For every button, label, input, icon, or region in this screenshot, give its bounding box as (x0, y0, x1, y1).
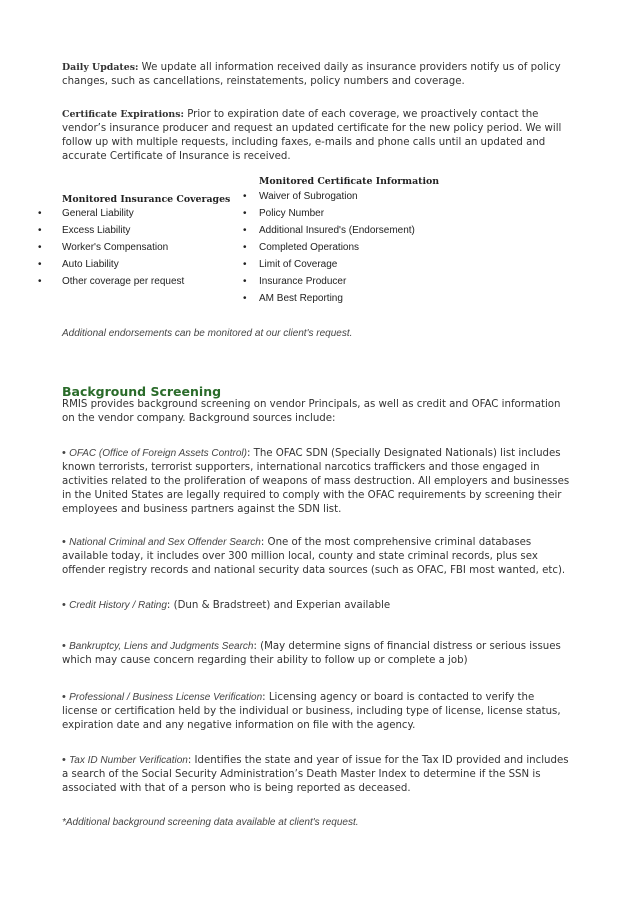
daily-updates-paragraph (62, 61, 572, 89)
list-item: • Insurance Producer (243, 276, 347, 287)
cert-info-list (243, 191, 509, 310)
cert-info-title: Monitored Certificate Information (259, 176, 440, 187)
background-item-license: • Professional / Business License Verification: Licensing agency or board is contacted to verify the license or certification held by the individual or business, including type of license, license status, expiration date and any negative information on file with the agency. (62, 691, 561, 731)
background-item-bankruptcy: • Bankruptcy, Liens and Judgments Search: (May determine signs of financial distress or serious issues which may cause concern regarding their ability to follow up or complete a job) (62, 640, 561, 666)
list-item: • Auto Liability (38, 259, 119, 270)
background-item-criminal: • National Criminal and Sex Offender Search: One of the most comprehensive criminal databases available today, it includes over 300 million local, county and state criminal records, plus sex offender registry records and national security data sources (such as OFAC, FBI most wanted, etc). (62, 536, 566, 576)
daily-updates-text: We update all information received daily as insurance providers notify us of policy changes, such as cancellations, reinstatements, policy numbers and coverage. (62, 62, 561, 87)
list-item: • Excess Liability (38, 225, 131, 236)
background-footnote: *Additional background screening data available at client's request. (62, 817, 359, 828)
list-item: • Waiver of Subrogation (243, 191, 358, 202)
background-item-credit: • Credit History / Rating: (Dun & Bradstreet) and Experian available (62, 599, 391, 611)
certificate-expirations-text: Prior to expiration date of each coverage, we proactively contact the vendor’s insurance producer and request an updated certificate for the new policy period. We will follow up with multiple requests, including faxes, e-mails and phone calls until an updated and accurate Certificate of Insurance is received. (62, 109, 562, 162)
list-item: • Other coverage per request (38, 276, 185, 287)
list-item: • Limit of Coverage (243, 259, 338, 270)
list-item: • AM Best Reporting (243, 293, 343, 304)
list-item: • Completed Operations (243, 242, 360, 253)
list-item: • General Liability (38, 208, 134, 219)
list-item: • Policy Number (243, 208, 325, 219)
background-screening-heading: Background Screening (62, 384, 222, 399)
certificate-expirations-label: Certificate Expirations: (62, 109, 184, 120)
list-item: • Worker's Compensation (38, 242, 169, 253)
daily-updates-label: Daily Updates: (62, 62, 139, 73)
endorsements-note: Additional endorsements can be monitored at our client's request. (62, 328, 353, 339)
background-item-ofac: • OFAC (Office of Foreign Assets Control): The OFAC SDN (Specially Designated Nationals) list includes known terrorists, terrorist supporters, international narcotics traffickers and those engaged in activities related to the proliferation of weapons of mass destruction. All employers and businesses in the United States are legally required to comply with the OFAC requirements by screening their employees and business partners against the SDN list. (62, 447, 570, 515)
list-item: • Additional Insured's (Endorsement) (243, 225, 415, 236)
coverages-title: Monitored Insurance Coverages (62, 194, 231, 205)
background-item-taxid: • Tax ID Number Verification: Identifies the state and year of issue for the Tax ID provided and includes a search of the Social Security Administration’s Death Master Index to determine if the SSN is associated with that of a person who is being reported as deceased. (62, 754, 569, 794)
certificate-expirations-paragraph (62, 108, 572, 164)
background-intro: RMIS provides background screening on vendor Principals, as well as credit and OFAC information on the vendor company. Background sources include: (62, 399, 561, 424)
coverages-list (38, 208, 242, 293)
